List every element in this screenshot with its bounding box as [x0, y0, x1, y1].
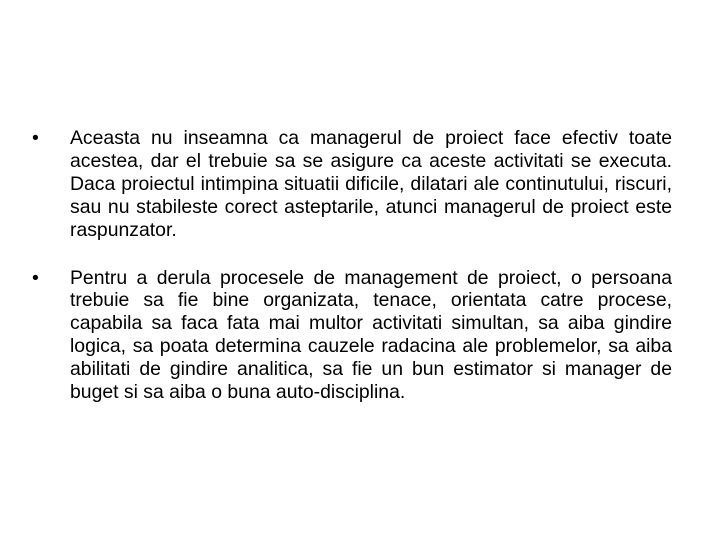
bullet-icon: •	[32, 266, 39, 289]
bullet-list	[32, 127, 672, 404]
bullet-item	[32, 127, 672, 242]
bullet-item	[32, 267, 672, 404]
bullet-icon: •	[32, 127, 39, 149]
bullet-text: Aceasta nu inseamna ca managerul de proiect face efectiv toate acestea, dar el trebuie sa se asigure ca aceste activitati se executa. Daca proiectul intimpina situatii dificile, dilatari ale continutului, riscuri, sau nu stabileste corect asteptarile, atunci managerul de proiect este raspunzator.	[70, 127, 672, 241]
bullet-text: Pentru a derula procesele de management de proiect, o persoana trebuie sa fie bine organizata, tenace, orientata catre procese, capabila sa faca fata mai multor activitati simultan, sa aiba gindire logica, sa poata determina cauzele radacina ale problemelor, sa aiba abilitati de gindire analitica, sa fie un bun estimator si manager de buget si sa aiba o buna auto-disciplina.	[70, 266, 672, 404]
